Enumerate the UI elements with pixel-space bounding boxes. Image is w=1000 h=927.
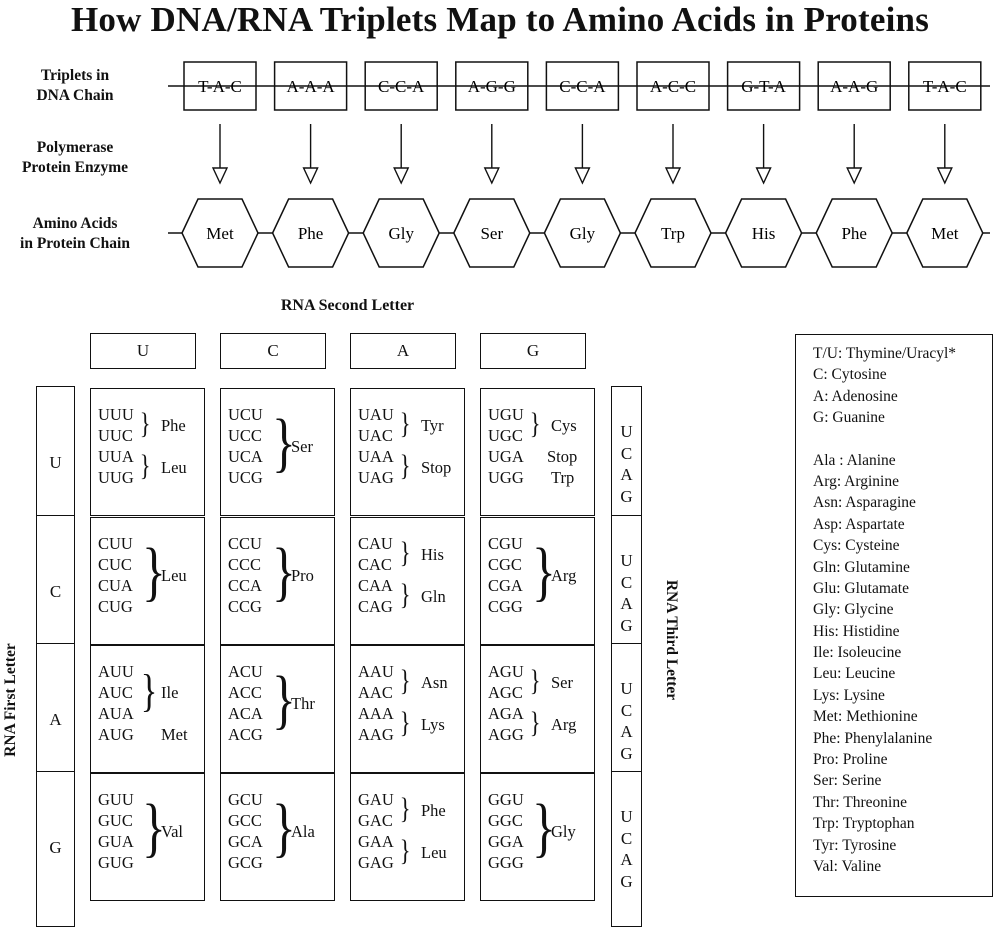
third-letter: C — [620, 700, 633, 720]
second-letter-header: G — [480, 333, 586, 369]
codon: GCC — [228, 811, 262, 830]
legend-amino-acid-entry: Tyr: Tyrosine — [813, 836, 897, 854]
triplets-label-line-2: DNA Chain — [36, 87, 114, 104]
codon: CUC — [98, 555, 132, 574]
brace-icon: } — [141, 535, 166, 608]
codon: CCA — [228, 576, 262, 595]
legend-amino-acid-entry: Ile: Isoleucine — [813, 644, 902, 662]
third-letter: U — [620, 422, 633, 441]
arrow-head — [304, 168, 318, 183]
legend-amino-acid-entry: Asn: Asparagine — [813, 494, 916, 512]
triplet-label: A-G-G — [467, 77, 516, 96]
brace-icon: } — [399, 706, 411, 739]
codon: AAC — [358, 683, 393, 702]
legend-amino-acid-entry: Pro: Proline — [813, 751, 888, 769]
codon: UCU — [228, 405, 263, 424]
brace-icon: } — [529, 664, 541, 697]
legend-amino-acid-entry: Arg: Arginine — [813, 472, 899, 490]
amino-acid-label: Gly — [569, 224, 596, 243]
codon: GCA — [228, 832, 263, 851]
third-letter: C — [620, 443, 633, 463]
brace-icon: } — [399, 536, 411, 569]
amino-acid-label: Phe — [297, 224, 324, 243]
amino-acid-assignment: Pro — [291, 565, 314, 585]
amino-acid-assignment: Ser — [291, 436, 313, 456]
dna-to-protein-diagram — [0, 0, 1000, 300]
codon: ACC — [228, 683, 262, 702]
codon: ACU — [228, 662, 263, 681]
legend-base-entry: C: Cytosine — [813, 366, 887, 384]
triplet-label: T-A-C — [922, 77, 967, 96]
codon-cell — [480, 388, 595, 516]
codon-cell — [220, 773, 335, 901]
codon: GCG — [228, 853, 263, 872]
codon: CAC — [358, 555, 392, 574]
codon: CGA — [488, 576, 523, 595]
legend-base-entry: G: Guanine — [813, 409, 885, 427]
first-letter-box: U — [36, 386, 75, 542]
codon: UGA — [488, 447, 524, 466]
amino-acid-assignment: Leu — [421, 842, 447, 862]
brace-icon: } — [529, 407, 541, 440]
legend-amino-acid-entry: His: Histidine — [813, 622, 900, 640]
brace-icon: } — [399, 792, 411, 825]
codon: GGU — [488, 790, 524, 809]
brace-icon: } — [141, 791, 166, 864]
third-letter: A — [620, 850, 633, 869]
third-letter: U — [620, 551, 633, 570]
codon: UGU — [488, 405, 524, 424]
brace-icon: } — [531, 535, 556, 608]
legend-amino-acid-entry: Asp: Aspartate — [813, 515, 905, 533]
codon: AUU — [98, 662, 134, 681]
codon: UCA — [228, 447, 263, 466]
codon: AGC — [488, 683, 523, 702]
polymerase-label-line-1: Polymerase — [36, 139, 114, 156]
codon: GUG — [98, 853, 134, 872]
codon: CGU — [488, 534, 523, 553]
triplet-label: C-C-A — [559, 77, 606, 96]
codon-cell — [480, 517, 595, 645]
third-letter-box — [611, 771, 642, 927]
codon: AGU — [488, 662, 524, 681]
codon-cell — [90, 773, 205, 901]
abbreviation-legend — [795, 334, 993, 897]
brace-icon: } — [271, 663, 296, 736]
codon: CCC — [228, 555, 262, 574]
codon: GAU — [358, 790, 394, 809]
codon: CAA — [358, 576, 393, 595]
brace-icon: } — [399, 449, 411, 482]
second-letter-header: C — [220, 333, 326, 369]
codon: UAU — [358, 405, 394, 424]
legend-amino-acid-entry: Ala : Alanine — [813, 451, 896, 469]
amino-acid-label: Trp — [661, 224, 685, 243]
amino-acid-assignment: Ser — [551, 672, 573, 692]
amino-acid-assignment: Phe — [161, 415, 186, 435]
codon-cell — [350, 773, 465, 901]
third-letter-title: RNA Third Letter — [663, 579, 680, 701]
brace-icon: } — [529, 706, 541, 739]
third-letter: U — [620, 807, 633, 826]
third-letter: A — [620, 722, 633, 741]
amino-acid-assignment: Arg — [551, 714, 577, 734]
codon: AAU — [358, 662, 394, 681]
third-letter: G — [620, 743, 633, 763]
amino-acid-label: Gly — [388, 224, 414, 243]
amino-acid-assignment: Leu — [161, 565, 187, 585]
second-letter-header: U — [90, 333, 196, 369]
amino-acid-assignment: Tyr — [421, 415, 444, 435]
amino-acid-assignment: Asn — [421, 672, 448, 692]
codon: UAA — [358, 447, 394, 466]
brace-icon: } — [531, 791, 556, 864]
arrow-head — [575, 168, 589, 183]
legend-amino-acid-entry: Leu: Leucine — [813, 665, 896, 683]
triplet-label: A-A-G — [830, 77, 879, 96]
codon: GAG — [358, 853, 394, 872]
legend-amino-acid-entry: Glu: Glutamate — [813, 579, 909, 597]
codon-cell — [350, 645, 465, 773]
legend-amino-acid-entry: Trp: Tryptophan — [813, 815, 915, 833]
brace-icon: } — [399, 407, 411, 440]
first-letter-title: RNA First Letter — [2, 643, 19, 757]
codon: ACG — [228, 725, 263, 744]
amino-acid-assignment: Leu — [161, 457, 187, 477]
amino-acid-assignment: Trp — [551, 468, 575, 487]
codon: UUA — [98, 447, 134, 466]
third-letter: G — [620, 615, 633, 635]
brace-icon: } — [139, 407, 151, 440]
first-letter-box: C — [36, 515, 75, 671]
codon: CCG — [228, 597, 262, 616]
arrow-head — [485, 168, 499, 183]
legend-amino-acid-entry: Ser: Serine — [813, 772, 882, 790]
codon: AUG — [98, 725, 134, 744]
amino-acid-label: Met — [931, 224, 959, 243]
arrow-head — [938, 168, 952, 183]
brace-icon: } — [271, 535, 296, 608]
first-letter-box: A — [36, 643, 75, 799]
brace-icon: } — [399, 578, 411, 611]
codon: ACA — [228, 704, 263, 723]
amino-acid-assignment: Lys — [421, 714, 445, 734]
codon: AUC — [98, 683, 133, 702]
triplet-label: A-A-A — [286, 77, 335, 96]
codon-cell — [350, 388, 465, 516]
arrow-head — [847, 168, 861, 183]
codon: GUC — [98, 811, 133, 830]
codon: GAC — [358, 811, 393, 830]
amino-acid-label: His — [751, 224, 776, 243]
codon-cell — [220, 645, 335, 773]
triplet-label: C-C-A — [378, 77, 425, 96]
amino-acid-assignment: Stop — [547, 447, 578, 466]
legend-amino-acid-entry: Gly: Glycine — [813, 601, 894, 619]
codon: GCU — [228, 790, 263, 809]
arrow-head — [757, 168, 771, 183]
page-title: How DNA/RNA Triplets Map to Amino Acids in Proteins — [70, 0, 930, 39]
amino-acid-assignment: His — [421, 544, 444, 564]
amino-acid-assignment: Phe — [421, 800, 446, 820]
third-letter: G — [620, 871, 633, 891]
codon-cell — [90, 645, 205, 773]
brace-icon: } — [139, 449, 151, 482]
codon: UUG — [98, 468, 134, 487]
codon: CAU — [358, 534, 393, 553]
codon: GGA — [488, 832, 524, 851]
codon: CUU — [98, 534, 133, 553]
third-letter: C — [620, 572, 633, 592]
legend-base-entry: T/U: Thymine/Uracyl* — [813, 345, 957, 362]
codon-cell — [480, 645, 595, 773]
codon: UGG — [488, 468, 524, 487]
amino-acid-assignment: Ala — [291, 821, 315, 841]
polymerase-label-line-2: Protein Enzyme — [21, 159, 129, 176]
second-letter-header: A — [350, 333, 456, 369]
codon: AAG — [358, 725, 394, 744]
codon: GUU — [98, 790, 134, 809]
codon-cell — [220, 388, 335, 516]
amino-acid-assignment: Arg — [551, 565, 577, 585]
codon-cell — [90, 517, 205, 645]
arrow-head — [394, 168, 408, 183]
codon: AGA — [488, 704, 524, 723]
amino-acid-label: Ser — [480, 224, 504, 243]
codon: AGG — [488, 725, 524, 744]
codon: GGG — [488, 853, 524, 872]
first-letter-box: G — [36, 771, 75, 927]
brace-icon: } — [271, 406, 296, 479]
amino-acids-label-line-1: Amino Acids — [32, 215, 118, 232]
amino-acid-label: Met — [206, 224, 234, 243]
brace-icon: } — [271, 791, 296, 864]
codon-cell — [220, 517, 335, 645]
brace-icon: } — [399, 664, 411, 697]
codon: CAG — [358, 597, 393, 616]
codon: UAG — [358, 468, 394, 487]
codon: GUA — [98, 832, 134, 851]
codon: AUA — [98, 704, 134, 723]
amino-acid-assignment: Cys — [551, 415, 577, 435]
legend-amino-acid-entry: Met: Methionine — [813, 708, 918, 726]
legend-amino-acid-entry: Val: Valine — [813, 857, 882, 875]
codon: UGC — [488, 426, 523, 445]
codon: CUA — [98, 576, 133, 595]
arrow-head — [666, 168, 680, 183]
legend-amino-acid-entry: Gln: Glutamine — [813, 558, 910, 576]
amino-acid-assignment: Gly — [551, 821, 576, 841]
codon-cell — [90, 388, 205, 516]
codon: GAA — [358, 832, 394, 851]
codon: CGC — [488, 555, 522, 574]
legend-amino-acid-entry: Thr: Threonine — [813, 793, 907, 811]
codon: UCG — [228, 468, 263, 487]
amino-acid-assignment: Ile — [161, 683, 179, 702]
codon: UAC — [358, 426, 393, 445]
triplets-label-line-1: Triplets in — [40, 67, 110, 84]
third-letter: A — [620, 594, 633, 613]
codon: CCU — [228, 534, 262, 553]
legend-amino-acid-entry: Cys: Cysteine — [813, 537, 900, 555]
triplet-label: T-A-C — [198, 77, 242, 96]
codon: UUU — [98, 405, 134, 424]
amino-acid-assignment: Gln — [421, 586, 446, 606]
triplet-label: A-C-C — [649, 77, 697, 96]
third-letter: U — [620, 679, 633, 698]
brace-icon: } — [140, 664, 158, 716]
legend-amino-acid-entry: Lys: Lysine — [813, 686, 885, 704]
codon: CGG — [488, 597, 523, 616]
amino-acid-assignment: Stop — [421, 457, 452, 477]
codon-cell — [350, 517, 465, 645]
legend-amino-acid-entry: Phe: Phenylalanine — [813, 729, 933, 747]
codon-cell — [480, 773, 595, 901]
brace-icon: } — [399, 834, 411, 867]
codon: GGC — [488, 811, 523, 830]
third-letter: G — [620, 486, 633, 506]
triplet-label: G-T-A — [741, 77, 786, 96]
amino-acid-assignment: Thr — [291, 693, 315, 713]
amino-acid-assignment: Val — [161, 821, 183, 841]
third-letter: A — [620, 465, 633, 484]
second-letter-title: RNA Second Letter — [280, 297, 415, 314]
legend-base-entry: A: Adenosine — [813, 387, 898, 405]
arrow-head — [213, 168, 227, 183]
codon: UUC — [98, 426, 133, 445]
codon: UCC — [228, 426, 262, 445]
third-letter: C — [620, 828, 633, 848]
amino-acids-label-line-2: in Protein Chain — [20, 235, 130, 252]
codon: AAA — [358, 704, 394, 723]
amino-acid-label: Phe — [841, 224, 867, 243]
legend-spacer — [813, 429, 992, 450]
codon: CUG — [98, 597, 133, 616]
amino-acid-assignment: Met — [161, 725, 188, 744]
